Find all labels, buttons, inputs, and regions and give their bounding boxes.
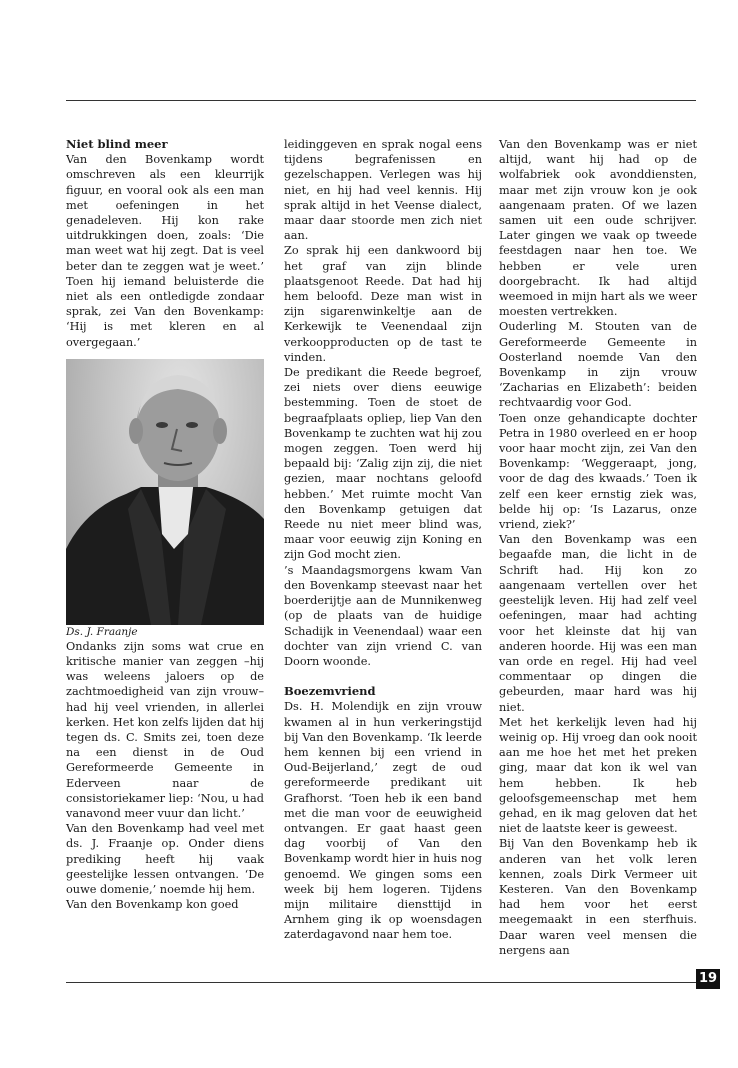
paragraph: ’s Maandagsmorgens kwam Van den Bovenkamp steevast naar het boerderijtje aan de Munnikenweg (op de plaats van de huidige Schadijk in Veenendaal) waar een dochter van zijn vriend C. van Doorn woonde. xyxy=(284,563,482,668)
paragraph: leidinggeven en sprak nogal eens tijdens begrafenissen en gezelschappen. Verlegen was hij niet, en hij had veel kennis. Hij sprak altijd in het Veense dialect, maar daar stoorde men zich niet aan. xyxy=(284,138,482,243)
paragraph: Ds. H. Molendijk en zijn vrouw kwamen al in hun verkeringstijd bij Van den Bovenkamp. ‘Ik leerde hem kennen bij een vriend in Oud-Beijerland,’ zegt de oud gereformeerde predikant uit Grafhorst. ‘Toen heb ik een band met die man voor de eeuwigheid ontvangen. Er gaat haast geen dag voorbij of Van den Bovenkamp wordt hier in huis nog genoemd. We gingen soms een week bij hem logeren. Tijdens mijn militaire diensttijd in Arnhem ging ik op woensdagen zaterdagavond naar hem toe. xyxy=(284,700,482,942)
paragraph: Van den Bovenkamp had veel met ds. J. Fraanje op. Onder diens prediking heeft hij vaak geestelijke lessen ontvangen. ‘De ouwe domenie,’ noemde hij hem. xyxy=(66,822,264,897)
top-rule xyxy=(66,100,696,101)
photo-caption: Ds. J. Fraanje xyxy=(66,625,138,638)
portrait-illustration xyxy=(66,359,264,625)
paragraph: Bij Van den Bovenkamp heb ik anderen van het volk leren kennen, zoals Dirk Vermeer uit Kesteren. Van den Bovenkamp had hem voor het eerst meegemaakt in een sterfhuis. Daar waren veel mensen die nergens aan xyxy=(499,837,697,957)
paragraph: Met het kerkelijk leven had hij weinig op. Hij vroeg dan ook nooit aan me hoe het met het preken ging, maar dat kon ik wel van hem hebben. Ik heb geloofsgemeenschap met hem gehad, en ik mag geloven dat het niet de laatste keer is geweest. xyxy=(499,715,697,836)
page-number: 19 xyxy=(696,969,720,989)
paragraph: Ondanks zijn soms wat crue en kritische manier van zeggen –hij was weleens jaloers op de zachtmoedigheid van zijn vrouw– had hij veel vrienden, in allerlei kerken. Het kon zelfs lijden dat hij tegen ds. C. Smits zei, toen deze na een dienst in de Oud Gereformeerde Gemeente in Ederveen naar de consistoriekamer liep: ‘Nou, u had vanavond meer vuur dan licht.’ xyxy=(66,639,265,821)
column-3 xyxy=(499,137,697,958)
paragraph: Van den Bovenkamp kon goed xyxy=(66,898,239,912)
paragraph: De predikant die Reede begroef, zei niets over diens eeuwige bestemming. Toen de stoet de begraafplaats opliep, liep Van den Bovenkamp te zuchten wat hij zou mogen zeggen. Toen werd hij bepaald bij: ‘Zalig zijn zij, die niet gezien, maar nochtans geloofd hebben.’ Met ruimte mocht Van den Bovenkamp getuigen dat Reede nu niet meer blind was, maar voor eeuwig zijn Koning en zijn God mocht zien. xyxy=(284,366,482,562)
column-1 xyxy=(66,137,264,913)
bottom-rule xyxy=(66,982,696,983)
section-heading-niet-blind-meer: Niet blind meer xyxy=(66,137,168,151)
portrait-photo xyxy=(66,359,264,625)
paragraph: Van den Bovenkamp wordt omschreven als een kleurrijk figuur, en vooral ook als een man met oefeningen in het genadeleven. Hij kon rake uitdrukkingen doen, zoals: ‘Die man weet wat hij zegt. Dat is veel beter dan te zeggen wat je weet.’ Toen hij iemand beluisterde die niet als een ontledigde zondaar sprak, zei Van den Bovenkamp: ‘Hij is met kleren en al overgegaan.’ xyxy=(66,153,264,349)
section-heading-boezemvriend: Boezemvriend xyxy=(284,684,376,699)
column-2 xyxy=(284,137,482,943)
paragraph: Ouderling M. Stouten van de Gereformeerde Gemeente in Oosterland noemde Van den Bovenkamp in zijn vrouw ‘Zacharias en Elizabeth’: beiden rechtvaardig voor God. xyxy=(499,320,697,410)
paragraph: Toen onze gehandicapte dochter Petra in 1980 overleed en er hoop voor haar mocht zijn, zei Van den Bovenkamp: ‘Weggeraapt, jong, voor de dag des kwaads.’ Toen ik zelf een keer ernstig ziek was, belde hij op: ‘Is Lazarus, onze vriend, ziek?’ xyxy=(499,411,697,532)
paragraph: Zo sprak hij een dankwoord bij het graf van zijn blinde plaatsgenoot Reede. Dat had hij hem beloofd. Deze man wist in zijn sigarenwinkeltje aan de Kerkewijk te Veenendaal zijn verkoopproducten op de tast te vinden. xyxy=(284,244,482,364)
paragraph: Van den Bovenkamp was er niet altijd, want hij had op de wolfabriek ook avonddiensten, maar met zijn vrouw kon je ook aangenaam praten. Of we lazen samen uit een oude schrijver. Later gingen we vaak op tweede feestdagen naar hen toe. We hebben er vele uren doorgebracht. Ik had altijd weemoed in mijn hart als we weer moesten vertrekken. xyxy=(499,138,697,319)
paragraph: Van den Bovenkamp was een begaafde man, die licht in de Schrift had. Hij kon zo aangenaam vertellen over het geestelijk leven. Hij had zelf veel oefeningen, maar had achting voor het kleinste dat hij van anderen hoorde. Hij was een man van orde en regel. Hij had veel commentaar op dingen die gebeurden, maar hard was hij niet. xyxy=(499,533,697,714)
